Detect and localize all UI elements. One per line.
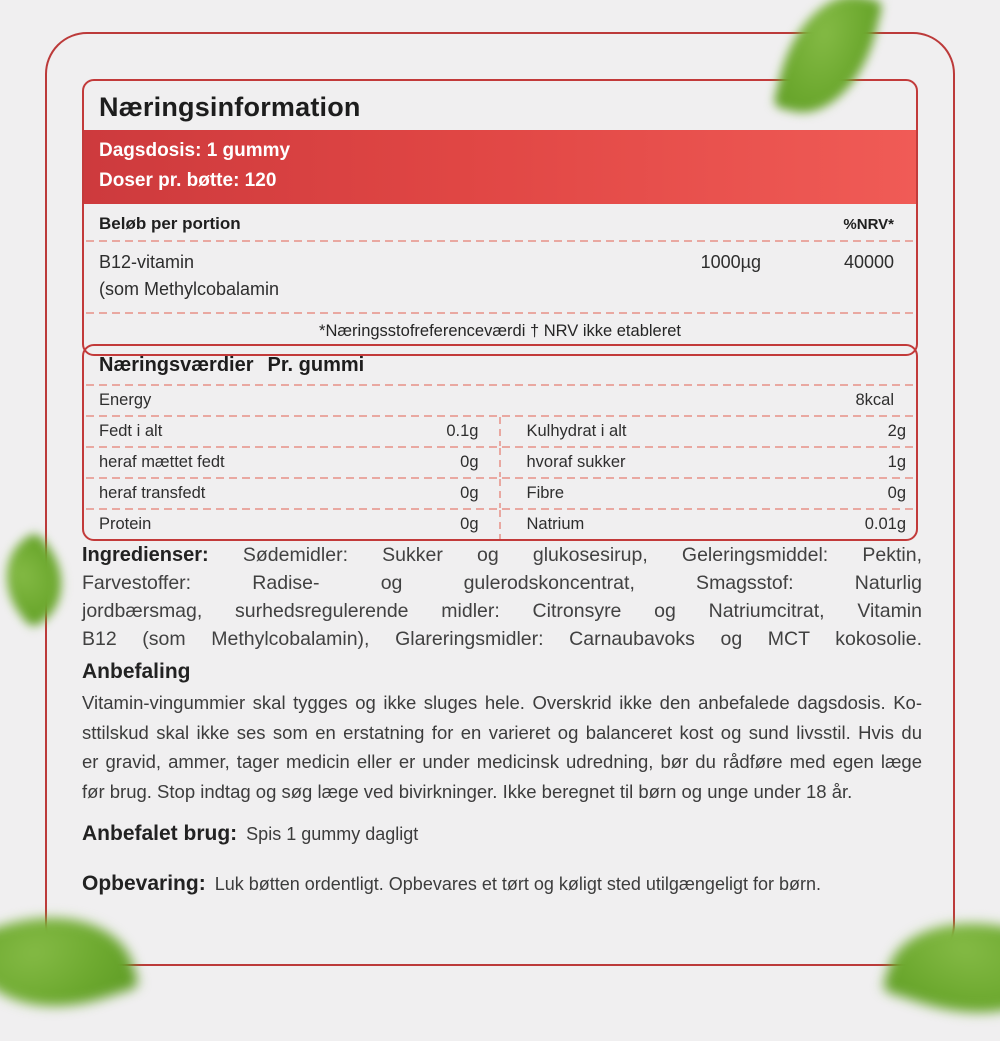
amount-per-portion-label: Beløb per portion xyxy=(99,214,241,233)
recommended-use-section xyxy=(82,822,922,846)
nutrition-values-header xyxy=(84,346,916,384)
nutrient-value: 0g xyxy=(460,484,479,502)
nutrient-value: 0g xyxy=(460,453,479,471)
ingredients-line: Sødemidler: Sukker og glukosesirup, Geleringsmiddel: Pektin, xyxy=(242,544,922,566)
table-row xyxy=(84,510,916,539)
energy-value: 8kcal xyxy=(855,391,894,409)
nutrient-name: B12-vitamin (som Methylcobalamin xyxy=(99,252,280,299)
recommended-use-label: Anbefalet brug: xyxy=(82,822,238,845)
nutrient-label: hvoraf sukker xyxy=(526,453,626,471)
nutrient-value: 2g xyxy=(887,422,906,440)
nutrient-nrv: 40000 xyxy=(843,252,894,272)
recommendation-line: er gravid, ammer, tager medicin eller er under medicinsk udredning, bør du rådføre med egen læge xyxy=(82,751,922,772)
nutrient-label: Natrium xyxy=(526,515,585,533)
recommendation-line: sttilskud skal ikke ses som en erstatning for en varieret og balanceret kost og sund livsstil. Hvis du xyxy=(82,721,922,743)
nutrient-label: Kulhydrat i alt xyxy=(526,422,627,440)
per-gummy-label: Pr. gummi xyxy=(267,354,365,376)
nutrient-value: 0.1g xyxy=(446,422,479,440)
recommendation-title: Anbefaling xyxy=(82,660,191,683)
nrv-header-label: %NRV* xyxy=(843,216,894,233)
nutrition-info-title: Næringsinformation xyxy=(99,92,361,122)
nutrient-label: Protein xyxy=(99,515,152,533)
nutrient-value: 1g xyxy=(887,453,906,471)
b12-vitamin-row xyxy=(84,242,916,312)
nutrition-values-title: Næringsværdier xyxy=(99,354,254,376)
ingredients-line: Farvestoffer: Radise- og gulerodskoncentrat, Smagsstof: Naturlig xyxy=(82,572,922,594)
daily-dose-text: Dagsdosis: 1 gummy xyxy=(99,140,291,161)
recommended-use-text: Spis 1 gummy dagligt xyxy=(246,824,419,844)
table-row xyxy=(84,448,916,477)
ingredients-line: B12 (som Methylcobalamin), Glareringsmidler: Carnaubavoks og MCT kokosolie. xyxy=(82,628,922,650)
storage-label: Opbevaring: xyxy=(82,872,206,895)
nutrient-label: heraf transfedt xyxy=(99,484,206,502)
ingredients-line: jordbærsmag, surhedsregulerende midler: Citronsyre og Natriumcitrat, Vitamin xyxy=(82,600,922,622)
ingredients-label: Ingredienser: xyxy=(82,544,209,566)
nutrient-value: 0g xyxy=(460,515,479,533)
table-row xyxy=(84,479,916,508)
energy-label: Energy xyxy=(99,391,152,409)
table-row xyxy=(84,417,916,446)
amount-header-row xyxy=(84,204,916,240)
ingredients-section xyxy=(82,541,922,653)
nutrition-values-panel xyxy=(82,344,918,541)
nutrient-value: 0g xyxy=(887,484,906,502)
nutrient-label: Fibre xyxy=(526,484,565,502)
energy-row xyxy=(84,386,916,415)
nutrient-label: Fedt i alt xyxy=(99,422,163,440)
recommendation-line: Vitamin-vingummier skal tygges og ikke sluges hele. Overskrid ikke den anbefalede dagsdosis. Ko- xyxy=(82,692,922,713)
nutrient-label: heraf mættet fedt xyxy=(99,453,225,471)
doses-per-container-text: Doser pr. bøtte: 120 xyxy=(99,170,277,191)
nrv-footnote: *Næringsstofreferenceværdi † NRV ikke etableret xyxy=(319,322,681,340)
storage-text: Luk bøtten ordentligt. Opbevares et tørt og køligt sted utilgængeligt for børn. xyxy=(214,874,821,894)
nutrition-info-panel xyxy=(82,79,918,356)
storage-section xyxy=(82,872,922,896)
recommendation-line: før brug. Stop indtag og søg læge ved bivirkninger. Ikke beregnet til børn og unge under 18 år. xyxy=(82,780,853,802)
dose-banner xyxy=(84,130,916,204)
nutrient-value: 0.01g xyxy=(864,515,906,533)
recommendation-section xyxy=(82,688,922,806)
nutrient-amount: 1000µg xyxy=(700,252,761,272)
